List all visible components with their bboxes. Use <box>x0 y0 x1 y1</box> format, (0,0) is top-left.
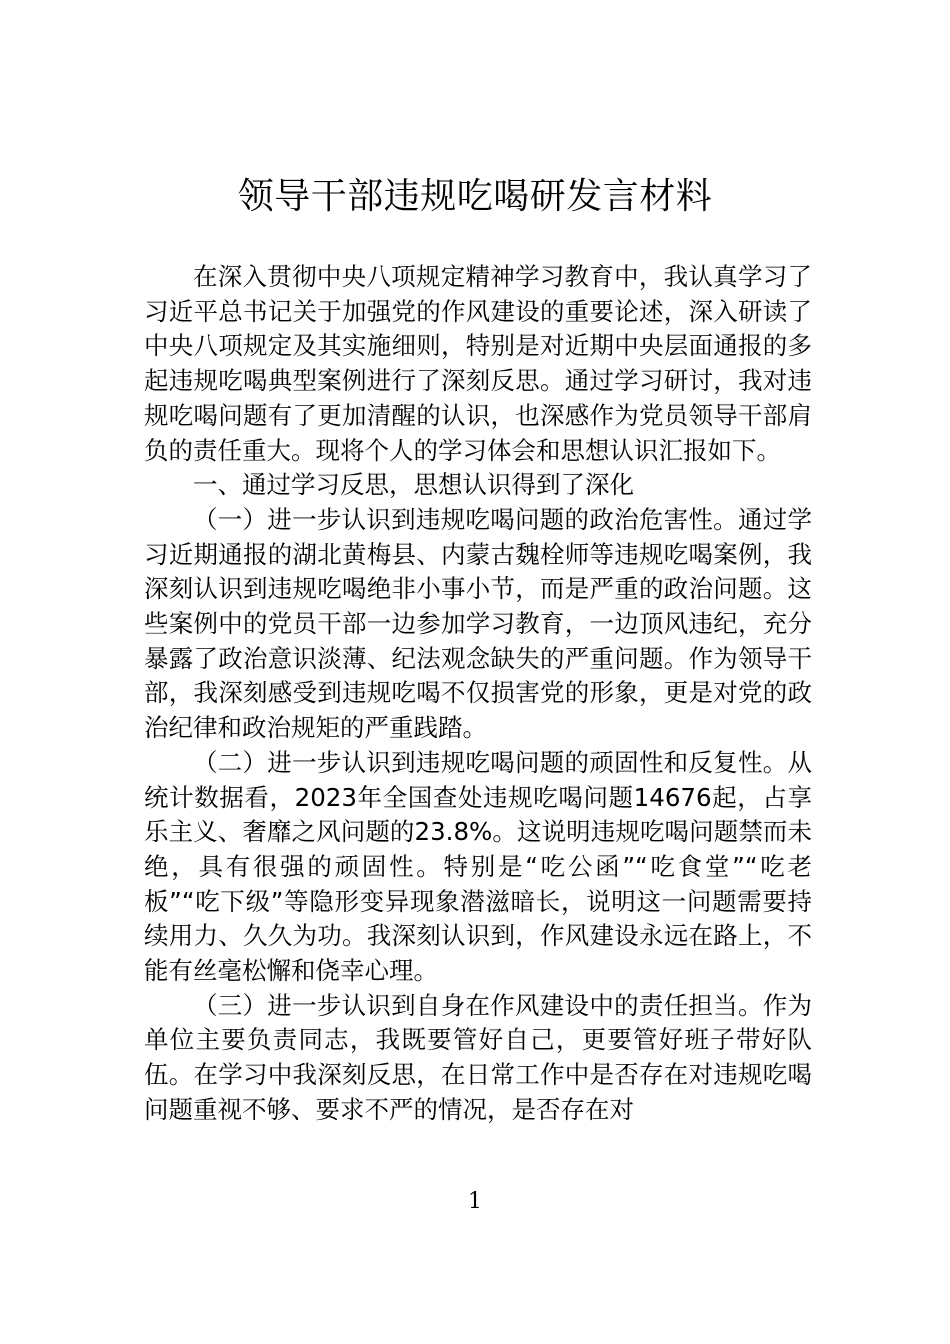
intro-paragraph: 在深入贯彻中央八项规定精神学习教育中，我认真学习了习近平总书记关于加强党的作风建设的重要论述，深入研读了中央八项规定及其实施细则，特别是对近期中央层面通报的多起违规吃喝典型案例进行了深刻反思。通过学习研讨，我对违规吃喝问题有了更加清醒的认识，也深感作为党员领导干部肩负的责任重大。现将个人的学习体会和思想认识汇报如下。 <box>144 262 812 465</box>
document-body <box>144 260 812 1128</box>
page-number: 1 <box>468 1189 482 1214</box>
subsection-paragraph-3: （三）进一步认识到自身在作风建设中的责任担当。作为单位主要负责同志，我既要管好自己，更要管好班子带好队伍。在学习中我深刻反思，在日常工作中是否存在对违规吃喝问题重视不够、要求不严的情况，是否存在对 <box>144 990 812 1124</box>
subsection-paragraph-1: （一）进一步认识到违规吃喝问题的政治危害性。通过学习近期通报的湖北黄梅县、内蒙古魏栓师等违规吃喝案例，我深刻认识到违规吃喝绝非小事小节，而是严重的政治问题。这些案例中的党员干部一边参加学习教育，一边顶风违纪，充分暴露了政治意识淡薄、纪法观念缺失的严重问题。作为领导干部，我深刻感受到违规吃喝不仅损害党的形象，更是对党的政治纪律和政治规矩的严重践踏。 <box>144 504 812 743</box>
document-title: 领导干部违规吃喝研发言材料 <box>237 176 713 217</box>
subsection-paragraph-2: （二）进一步认识到违规吃喝问题的顽固性和反复性。从统计数据看，2023年全国查处违规吃喝问题14676起，占享乐主义、奢靡之风问题的23.8%。这说明违规吃喝问题禁而未绝，具有很强的顽固性。特别是“吃公函”“吃食堂”“吃老板”“吃下级”等隐形变异现象潜滋暗长，说明这一问题需要持续用力、久久为功。我深刻认识到，作风建设永远在路上，不能有丝毫松懈和侥幸心理。 <box>144 747 812 986</box>
section-heading-1: 一、通过学习反思，思想认识得到了深化 <box>193 470 634 500</box>
